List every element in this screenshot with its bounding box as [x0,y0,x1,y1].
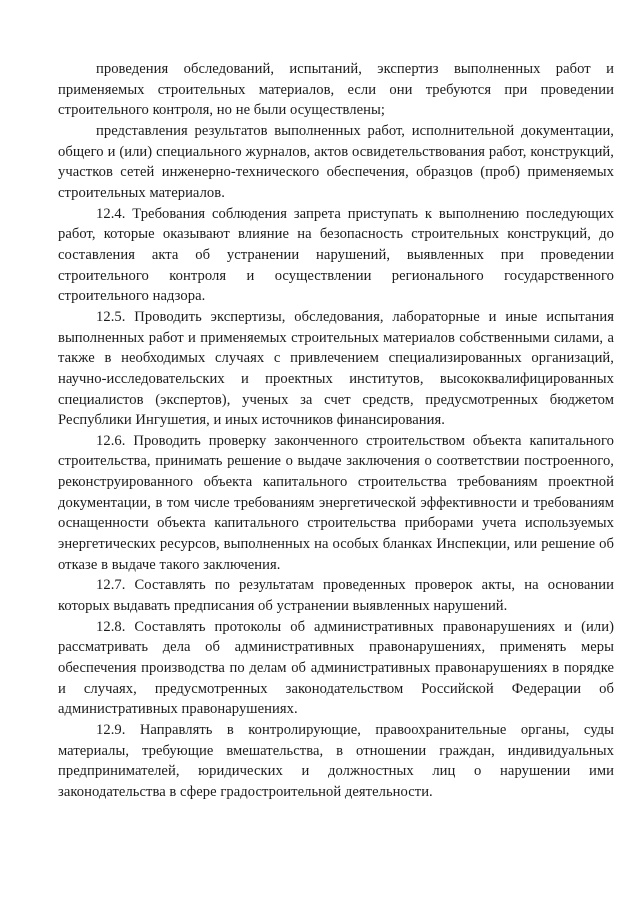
paragraph-inspection-item: проведения обследований, испытаний, экспертиз выполненных работ и применяемых строительных материалов, если они требуются при проведении строительного контроля, но не были осуществлены; [58,61,614,119]
paragraph-12-6: 12.6. Проводить проверку законченного строительством объекта капитального строительства, принимать решение о выдаче заключения о соответствии построенного, реконструированного объекта капитального строительства требованиям проектной документации, в том числе требованиям энергетической эффективности и требованиям оснащенности объекта капитального строительства приборами учета используемых энергетических ресурсов, выполненных на особых бланках Инспекции, или решение об отказе в выдаче такого заключения. [58,432,614,573]
document-page [58,59,614,803]
paragraph-documentation-item: представления результатов выполненных работ, исполнительной документации, общего и (или) специального журналов, актов освидетельствования работ, конструкций, участков сетей инженерно-технического обеспечения, образцов (проб) применяемых строительных материалов. [58,122,614,201]
paragraph-12-9: 12.9. Направлять в контролирующие, правоохранительные органы, суды материалы, требующие вмешательства, в отношении граждан, индивидуальных предпринимателей, юридических и должностных лиц о нарушении ими законодательства в сфере градостроительной деятельности. [58,722,614,800]
paragraph-12-7: 12.7. Составлять по результатам проведенных проверок акты, на основании которых выдавать предписания об устранении выявленных нарушений. [58,577,614,615]
paragraph-12-5: 12.5. Проводить экспертизы, обследования, лабораторные и иные испытания выполненных работ и применяемых строительных материалов собственными силами, а также в необходимых случаях с привлечением специализированных организаций, научно-исследовательских и проектных институтов, высококвалифицированных специалистов (экспертов), ученых за счет средств, предусмотренных бюджетом Республики Ингушетия, и иных источников финансирования. [58,308,614,429]
paragraph-12-8: 12.8. Составлять протоколы об административных правонарушениях и (или) рассматривать дела об административных правонарушениях, применять меры обеспечения производства по делам об административных правонарушениях в порядке и случаях, предусмотренных законодательством Российской Федерации об административных правонарушениях. [58,618,614,718]
paragraph-12-4: 12.4. Требования соблюдения запрета приступать к выполнению последующих работ, которые оказывают влияние на безопасность строительных конструкций, до составления акта об устранении нарушений, выявленных при проведении строительного контроля и осуществлении регионального государственного строительного надзора. [58,205,614,305]
